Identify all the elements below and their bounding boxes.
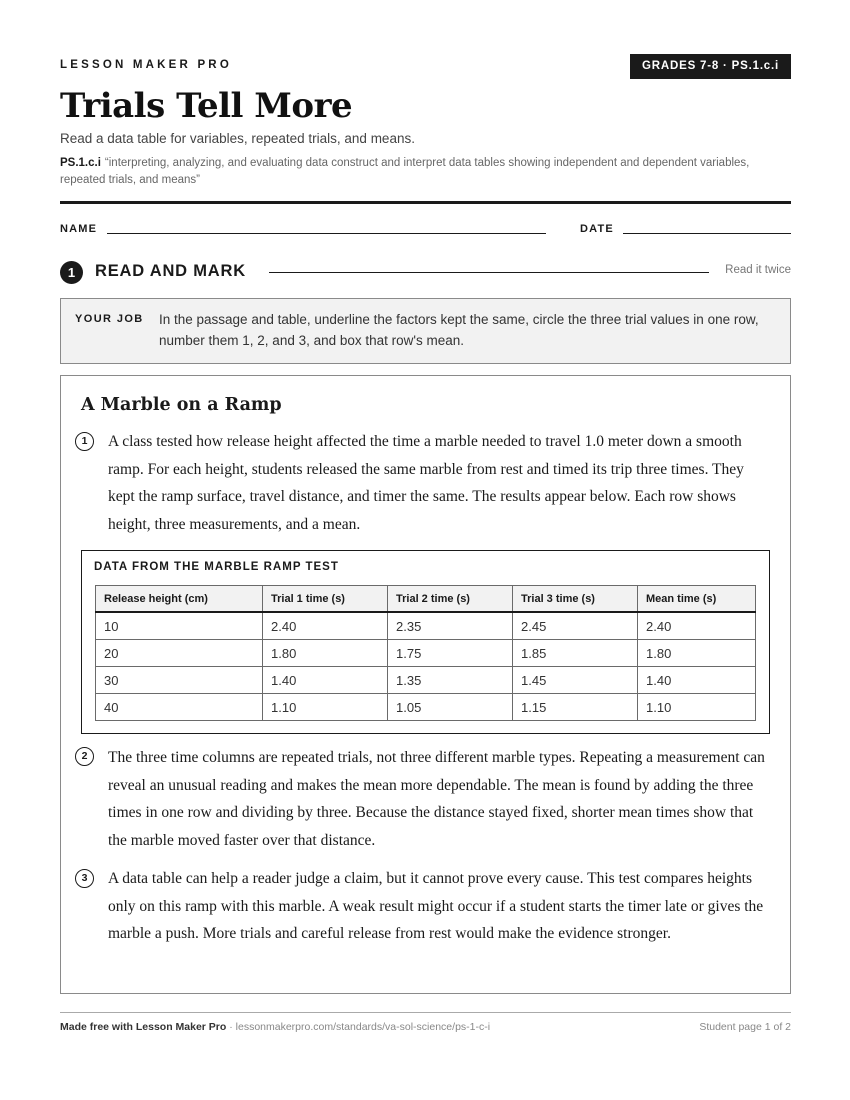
- column-header: Trial 2 time (s): [388, 586, 513, 613]
- name-line[interactable]: [107, 233, 546, 234]
- table-cell: 1.35: [388, 667, 513, 694]
- table-cell: 30: [96, 667, 263, 694]
- table-caption: DATA FROM THE MARBLE RAMP TEST: [94, 561, 339, 573]
- date-line[interactable]: [623, 233, 791, 234]
- table-cell: 2.45: [513, 612, 638, 640]
- table-cell: 1.10: [263, 694, 388, 721]
- instructions-box: [60, 298, 791, 364]
- column-header: Trial 1 time (s): [263, 586, 388, 613]
- header-divider: [60, 201, 791, 204]
- table-cell: 1.05: [388, 694, 513, 721]
- table-header-row: [96, 586, 756, 613]
- table-row: [96, 640, 756, 667]
- page-title: Trials Tell More: [60, 86, 353, 126]
- data-table-box: [81, 550, 770, 734]
- paragraph-text: A data table can help a reader judge a claim, but it cannot prove every cause. This test compares heights only on this ramp with this marble. A weak result might occur if a student starts the timer late or gives the marble a push. More trials and careful release from rest would make the evidence stronger.: [108, 870, 764, 943]
- footer-credit: Made free with Lesson Maker Pro: [60, 1021, 227, 1033]
- name-label: NAME: [60, 223, 98, 235]
- table-cell: 1.80: [263, 640, 388, 667]
- table-row: [96, 694, 756, 721]
- standard-code: PS.1.c.i: [60, 157, 101, 169]
- page-number: Student page 1 of 2: [699, 1021, 791, 1033]
- column-header: Release height (cm): [96, 586, 263, 613]
- top-bar: [60, 54, 791, 80]
- table-cell: 10: [96, 612, 263, 640]
- standard-description: [60, 155, 780, 189]
- table-cell: 1.85: [513, 640, 638, 667]
- section-rule: [269, 272, 709, 273]
- table-cell: 2.40: [638, 612, 756, 640]
- table-cell: 1.15: [513, 694, 638, 721]
- table-row: [96, 667, 756, 694]
- date-label: DATE: [580, 223, 614, 235]
- table-cell: 1.45: [513, 667, 638, 694]
- page-subtitle: Read a data table for variables, repeated trials, and means.: [60, 131, 415, 146]
- table-cell: 2.35: [388, 612, 513, 640]
- paragraph-text: The three time columns are repeated trials, not three different marble types. Repeating a measurement can reveal an unusual reading and makes the mean more dependable. The mean is found by adding the three times in one row and dividing by three. Because the distance stayed fixed, shorter mean times show that the marble moved faster over that distance.: [108, 749, 765, 850]
- instructions-label: YOUR JOB: [75, 313, 144, 325]
- name-date-row: [60, 221, 791, 237]
- section-header: [60, 259, 791, 283]
- section-number: 1: [60, 261, 83, 284]
- section-note: Read it twice: [725, 264, 791, 276]
- paragraph-text: A class tested how release height affected the time a marble needed to travel 1.0 meter down a smooth ramp. For each height, students released the same marble from rest and timed its trip three times. They kept the ramp surface, travel distance, and timer the same. The results appear below. Each row shows height, three measurements, and a mean.: [108, 433, 744, 534]
- table-cell: 1.80: [638, 640, 756, 667]
- reading-passage: [60, 375, 791, 994]
- paragraph-number: 1: [75, 432, 94, 451]
- paragraph-number: 2: [75, 747, 94, 766]
- table-row: [96, 612, 756, 640]
- paragraph-number: 3: [75, 869, 94, 888]
- instructions-text: In the passage and table, underline the factors kept the same, circle the three trial values in one row, number them 1, 2, and 3, and box that row's mean.: [159, 312, 759, 348]
- table-cell: 2.40: [263, 612, 388, 640]
- table-cell: 20: [96, 640, 263, 667]
- column-header: Trial 3 time (s): [513, 586, 638, 613]
- table-cell: 40: [96, 694, 263, 721]
- section-title: READ AND MARK: [95, 262, 246, 280]
- brand-name: LESSON MAKER PRO: [60, 59, 232, 71]
- table-cell: 1.10: [638, 694, 756, 721]
- footer-url[interactable]: · lessonmakerpro.com/standards/va-sol-science/ps-1-c-i: [226, 1021, 491, 1033]
- column-header: Mean time (s): [638, 586, 756, 613]
- passage-title: A Marble on a Ramp: [81, 395, 282, 415]
- grade-badge: GRADES 7-8 · PS.1.c.i: [630, 54, 791, 79]
- footer-divider: [60, 1012, 791, 1013]
- table-cell: 1.75: [388, 640, 513, 667]
- standard-text: “interpreting, analyzing, and evaluating data construct and interpret data tables showing independent and dependent variables, repeated trials, and means”: [60, 157, 750, 186]
- page-footer: [60, 1021, 791, 1033]
- table-cell: 1.40: [263, 667, 388, 694]
- table-cell: 1.40: [638, 667, 756, 694]
- data-table: [95, 585, 756, 721]
